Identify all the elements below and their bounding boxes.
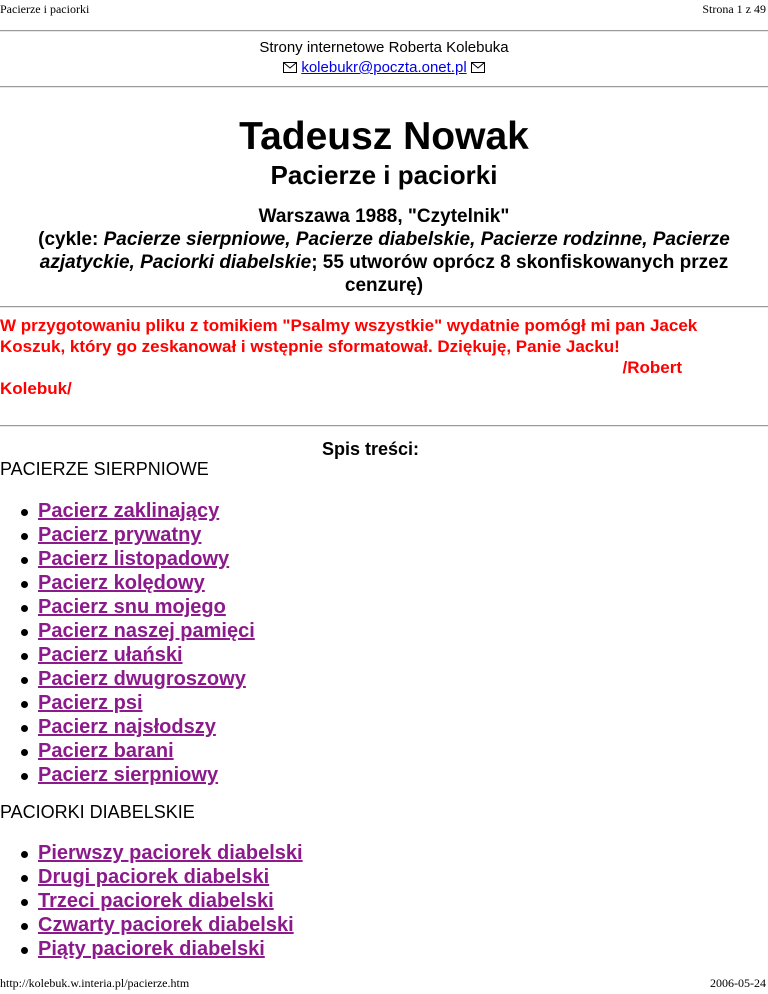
- bullet-icon: [21, 533, 28, 540]
- section-links: [0, 841, 303, 961]
- toc-list-item: [0, 889, 303, 913]
- note-signature-name: Kolebuk/: [0, 379, 72, 398]
- toc-link[interactable]: Pacierz sierpniowy: [38, 764, 219, 786]
- note-text: W przygotowaniu pliku z tomikiem "Psalmy wszystkie" wydatnie pomógł mi pan Jacek Koszuk, który go zeskanował i wstępnie sformatował. Dziękuję, Panie Jacku!: [0, 316, 698, 356]
- bullet-icon: [21, 581, 28, 588]
- toc-list-item: [0, 619, 255, 643]
- print-footer: [0, 976, 768, 994]
- divider: [0, 86, 768, 88]
- divider: [0, 30, 768, 32]
- publication-info: [0, 205, 768, 297]
- toc-link[interactable]: Pacierz listopadowy: [38, 548, 230, 570]
- toc-link[interactable]: Pacierz ułański: [38, 644, 183, 666]
- toc-list-item: [0, 865, 303, 889]
- author-name: Tadeusz Nowak: [239, 115, 529, 158]
- toc-link[interactable]: Pacierz prywatny: [38, 524, 202, 546]
- bullet-icon: [21, 725, 28, 732]
- bullet-icon: [21, 851, 28, 858]
- book-title: Pacierze i paciorki: [270, 160, 498, 190]
- toc-list-item: [0, 913, 303, 937]
- bullet-icon: [21, 509, 28, 516]
- toc-link[interactable]: Pacierz barani: [38, 740, 174, 762]
- toc-link[interactable]: Czwarty paciorek diabelski: [38, 914, 294, 936]
- section-heading: PACIORKI DIABELSKIE: [0, 802, 195, 822]
- acknowledgement-note: [0, 315, 760, 399]
- publication-place: Warszawa 1988, "Czytelnik": [258, 206, 510, 227]
- toc-list-item: [0, 667, 255, 691]
- site-email-line: [0, 58, 768, 78]
- bullet-icon: [21, 947, 28, 954]
- divider: [0, 425, 768, 427]
- bullet-icon: [21, 773, 28, 780]
- divider: [0, 306, 768, 308]
- toc-list-item: [0, 937, 303, 961]
- bullet-icon: [21, 605, 28, 612]
- print-footer-url: http://kolebuk.w.interia.pl/pacierze.htm: [0, 976, 190, 990]
- envelope-icon: [471, 62, 485, 73]
- cycles-list: Pacierze sierpniowe, Pacierze diabelskie, Pacierze rodzinne, Pacierze azjatyckie, Paciorki diabelskie: [39, 229, 730, 273]
- toc-link[interactable]: Pierwszy paciorek diabelski: [38, 842, 303, 864]
- bullet-icon: [21, 557, 28, 564]
- toc-list-item: [0, 523, 255, 547]
- toc-title: Spis treści:: [322, 439, 420, 459]
- toc-list-item: [0, 547, 255, 571]
- cycles-info: [0, 228, 768, 297]
- site-title: Strony internetowe Roberta Kolebuka: [259, 39, 509, 56]
- toc-list-item: [0, 715, 255, 739]
- email-link[interactable]: kolebukr@poczta.onet.pl: [301, 59, 467, 76]
- toc-link[interactable]: Trzeci paciorek diabelski: [38, 890, 274, 912]
- toc-list-item: [0, 691, 255, 715]
- toc-list-item: [0, 499, 255, 523]
- toc-link[interactable]: Pacierz psi: [38, 692, 143, 714]
- toc-link[interactable]: Pacierz zaklinający: [38, 500, 220, 522]
- envelope-icon: [283, 62, 297, 73]
- print-header: [0, 0, 768, 18]
- section-heading: PACIERZE SIERPNIOWE: [0, 459, 209, 479]
- toc-list-item: [0, 595, 255, 619]
- toc-link[interactable]: Drugi paciorek diabelski: [38, 866, 270, 888]
- cycles-prefix: (cykle:: [38, 229, 104, 250]
- bullet-icon: [21, 875, 28, 882]
- bullet-icon: [21, 701, 28, 708]
- toc-link[interactable]: Pacierz naszej pamięci: [38, 620, 255, 642]
- print-footer-date: 2006-05-24: [710, 976, 766, 990]
- toc-list-item: [0, 763, 255, 787]
- bullet-icon: [21, 923, 28, 930]
- site-header: [0, 38, 768, 78]
- toc-link[interactable]: Pacierz dwugroszowy: [38, 668, 246, 690]
- bullet-icon: [21, 749, 28, 756]
- toc-list-item: [0, 571, 255, 595]
- bullet-icon: [21, 629, 28, 636]
- toc-link[interactable]: Pacierz kolędowy: [38, 572, 205, 594]
- section-links: [0, 499, 255, 787]
- toc-link[interactable]: Piąty paciorek diabelski: [38, 938, 265, 960]
- toc-link[interactable]: Pacierz snu mojego: [38, 596, 226, 618]
- print-header-page-count: Strona 1 z 49: [702, 2, 766, 16]
- bullet-icon: [21, 653, 28, 660]
- bullet-icon: [21, 899, 28, 906]
- toc-link[interactable]: Pacierz najsłodszy: [38, 716, 216, 738]
- toc-list-item: [0, 643, 255, 667]
- toc-list-item: [0, 841, 303, 865]
- bullet-icon: [21, 677, 28, 684]
- toc-list-item: [0, 739, 255, 763]
- cycles-suffix: ; 55 utworów oprócz 8 skonfiskowanych przez cenzurę): [311, 252, 729, 296]
- print-header-title: Pacierze i paciorki: [0, 2, 90, 16]
- note-signature: /Robert: [622, 358, 682, 377]
